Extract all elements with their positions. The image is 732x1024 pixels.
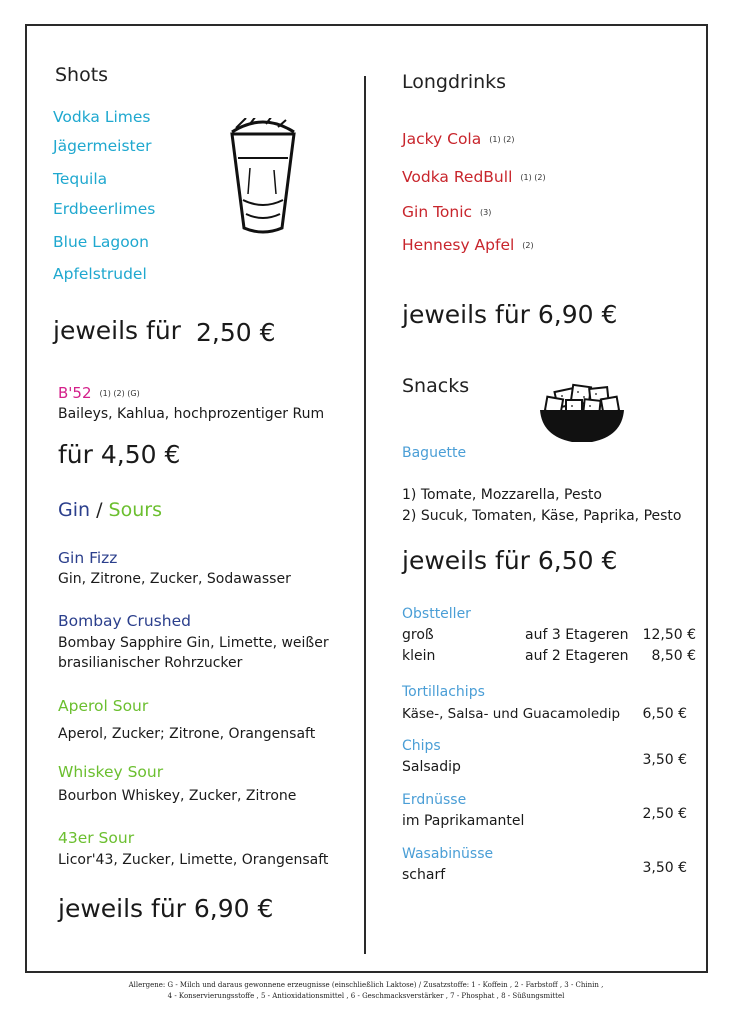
- drink-name: Aperol Sour: [58, 697, 149, 715]
- gin-title: Gin: [58, 499, 91, 521]
- column-divider: [364, 76, 366, 954]
- gin-sours-title: [58, 499, 162, 521]
- obstteller-name: Obstteller: [402, 606, 471, 622]
- longdrink-notes: (1) (2): [520, 173, 546, 182]
- longdrinks-price: jeweils für 6,90 €: [402, 300, 618, 329]
- longdrink-item: [402, 167, 546, 186]
- longdrink-name: Hennesy Apfel: [402, 236, 515, 254]
- baguette-option: 1) Tomate, Mozzarella, Pesto: [402, 487, 602, 503]
- shots-item: Blue Lagoon: [53, 233, 149, 251]
- tortillachips-desc: Käse-, Salsa- und Guacamoledip: [402, 706, 621, 722]
- baguette-price: jeweils für 6,50 €: [402, 546, 618, 575]
- drink-name: Gin Fizz: [58, 549, 118, 567]
- gin-sours-price: jeweils für 6,90 €: [58, 894, 274, 923]
- chips-desc: Salsadip: [402, 759, 461, 775]
- footer-allergens: Allergene: G - Milch und daraus gewonnene erzeugnisse (einschließlich Laktose) / Zusatzstoffe: 1 - Koffein , 2 - Farbstoff , 3 - Chinin ,: [128, 981, 604, 989]
- longdrinks-title: Longdrinks: [402, 71, 507, 93]
- longdrink-name: Gin Tonic: [402, 203, 473, 221]
- b52-price: für 4,50 €: [58, 440, 181, 469]
- obstteller-desc: auf 2 Etageren: [525, 648, 629, 664]
- obstteller-size: klein: [402, 648, 436, 664]
- chips-price: 3,50 €: [642, 752, 687, 768]
- chips-name: Chips: [402, 738, 441, 754]
- tortillachips-name: Tortillachips: [402, 684, 485, 700]
- longdrink-item: [402, 129, 514, 148]
- shot-glass-icon: [226, 118, 300, 240]
- shots-item: Tequila: [53, 170, 108, 188]
- longdrink-item: [402, 235, 534, 254]
- b52-name: B'52: [58, 384, 92, 402]
- drink-name: Whiskey Sour: [58, 763, 164, 781]
- longdrink-notes: (3): [480, 208, 492, 217]
- drink-name: 43er Sour: [58, 829, 135, 847]
- longdrink-notes: (2): [522, 241, 534, 250]
- tortillachips-price: 6,50 €: [642, 706, 687, 722]
- shots-item: Vodka Limes: [53, 108, 151, 126]
- longdrink-name: Vodka RedBull: [402, 168, 513, 186]
- b52-notes: (1) (2) (G): [99, 389, 140, 398]
- shots-item: Apfelstrudel: [53, 265, 147, 283]
- longdrink-name: Jacky Cola: [402, 130, 482, 148]
- longdrink-notes: (1) (2): [489, 135, 515, 144]
- obstteller-price: 8,50 €: [651, 648, 696, 664]
- b52-heading: [58, 384, 140, 402]
- obstteller-desc: auf 3 Etageren: [525, 627, 629, 643]
- erdnuesse-name: Erdnüsse: [402, 792, 467, 808]
- footer-additives: 4 - Konservierungsstoffe , 5 - Antioxidationsmittel , 6 - Geschmacksverstärker , 7 - Phosphat , 8 - Süßungsmittel: [167, 992, 565, 1000]
- drink-ingredients: Licor'43, Zucker, Limette, Orangensaft: [58, 852, 329, 868]
- obstteller-price: 12,50 €: [642, 627, 696, 643]
- shots-item: Jägermeister: [53, 137, 152, 155]
- sours-title: Sours: [108, 499, 162, 521]
- snacks-title: Snacks: [402, 375, 470, 397]
- baguette-option: 2) Sucuk, Tomaten, Käse, Paprika, Pesto: [402, 508, 682, 524]
- wasabinuesse-name: Wasabinüsse: [402, 846, 494, 862]
- drink-ingredients-continued: brasilianischer Rohrzucker: [58, 655, 243, 671]
- drink-ingredients: Bombay Sapphire Gin, Limette, weißer: [58, 635, 329, 651]
- obstteller-size: groß: [402, 627, 434, 643]
- drink-ingredients: Gin, Zitrone, Zucker, Sodawasser: [58, 571, 291, 587]
- longdrink-item: [402, 202, 491, 221]
- b52-ingredients: Baileys, Kahlua, hochprozentiger Rum: [58, 406, 325, 422]
- wasabinuesse-price: 3,50 €: [642, 860, 687, 876]
- wasabinuesse-desc: scharf: [402, 867, 446, 883]
- drink-ingredients: Aperol, Zucker; Zitrone, Orangensaft: [58, 726, 316, 742]
- shots-price: 2,50 €: [196, 318, 276, 347]
- title-separator: /: [96, 499, 103, 521]
- baguette-name: Baguette: [402, 445, 467, 461]
- snack-bowl-icon: [538, 378, 626, 446]
- erdnuesse-desc: im Paprikamantel: [402, 813, 525, 829]
- erdnuesse-price: 2,50 €: [642, 806, 687, 822]
- drink-name: Bombay Crushed: [58, 612, 191, 630]
- shots-item: Erdbeerlimes: [53, 200, 156, 218]
- shots-title: Shots: [55, 64, 109, 86]
- shots-price-label: jeweils für: [53, 316, 181, 345]
- drink-ingredients: Bourbon Whiskey, Zucker, Zitrone: [58, 788, 297, 804]
